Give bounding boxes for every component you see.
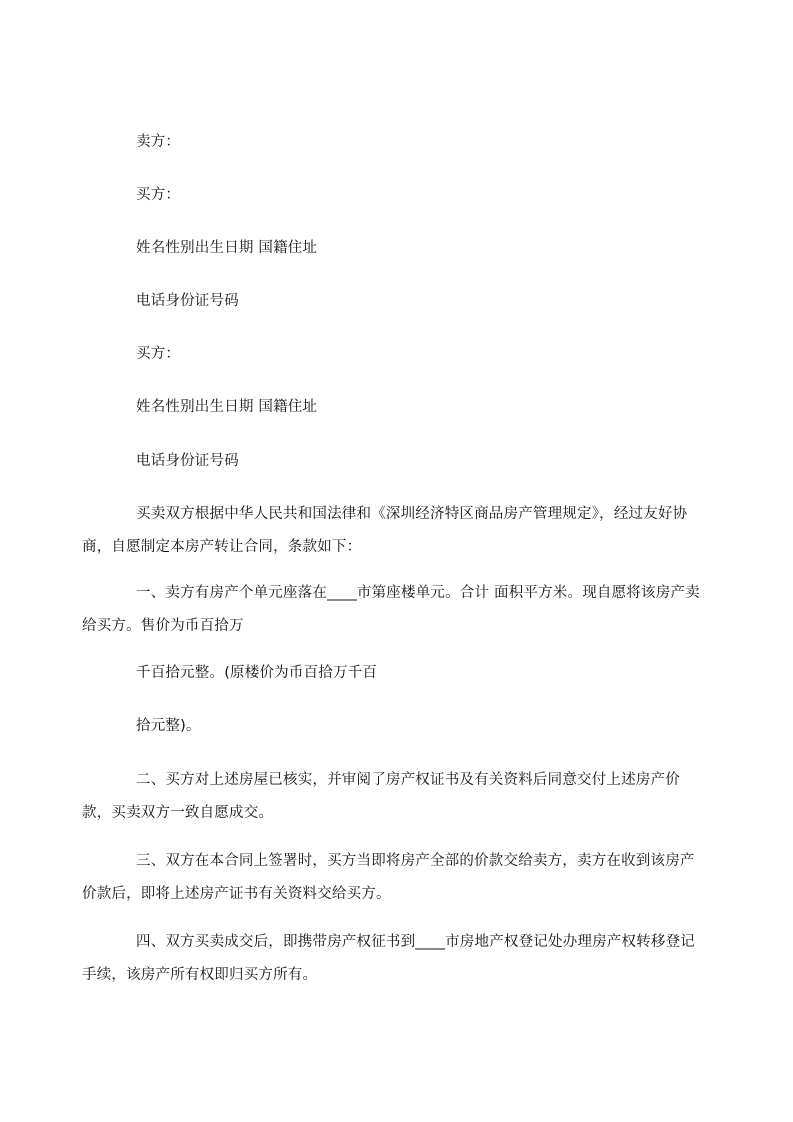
- buyer-label: 买方：: [136, 187, 181, 203]
- buyer-label: 买方：: [136, 346, 181, 362]
- clause-1-continuation: 拾元整)。: [136, 718, 201, 734]
- buyer-contact-line: 电话身份证号码: [136, 453, 239, 469]
- clause-1-paragraph: 一、卖方有房产个单元座落在____市第座楼单元。合计 面积平方米。现自愿将该房产卖给买方。售价为币百拾万: [82, 585, 700, 634]
- clause-1-continuation: 千百拾元整。(原楼价为币百拾万千百: [136, 665, 378, 681]
- buyer-fields-line: 姓名性别出生日期 国籍住址: [136, 399, 318, 415]
- clause-4-paragraph: 四、双方买卖成交后，即携带房产权征书到____市房地产权登记处办理房产权转移登记手续，该房产所有权即归买方所有。: [82, 934, 695, 983]
- clause-3-paragraph: 三、双方在本合同上签署时，买方当即将房产全部的价款交给卖方，卖方在收到该房产价款后，即将上述房产证书有关资料交给买方。: [82, 853, 695, 902]
- seller-label: 卖方：: [136, 134, 181, 150]
- buyer-fields-line: 姓名性别出生日期 国籍住址: [136, 240, 318, 256]
- buyer-contact-line: 电话身份证号码: [136, 293, 239, 309]
- intro-paragraph: 买卖双方根据中华人民共和国法律和《深圳经济特区商品房产管理规定》，经过友好协商，自愿制定本房产转让合同，条款如下：: [82, 506, 688, 555]
- clause-2-paragraph: 二、买方对上述房屋已核实，并审阅了房产权证书及有关资料后同意交付上述房产价款，买卖双方一致自愿成交。: [82, 772, 680, 821]
